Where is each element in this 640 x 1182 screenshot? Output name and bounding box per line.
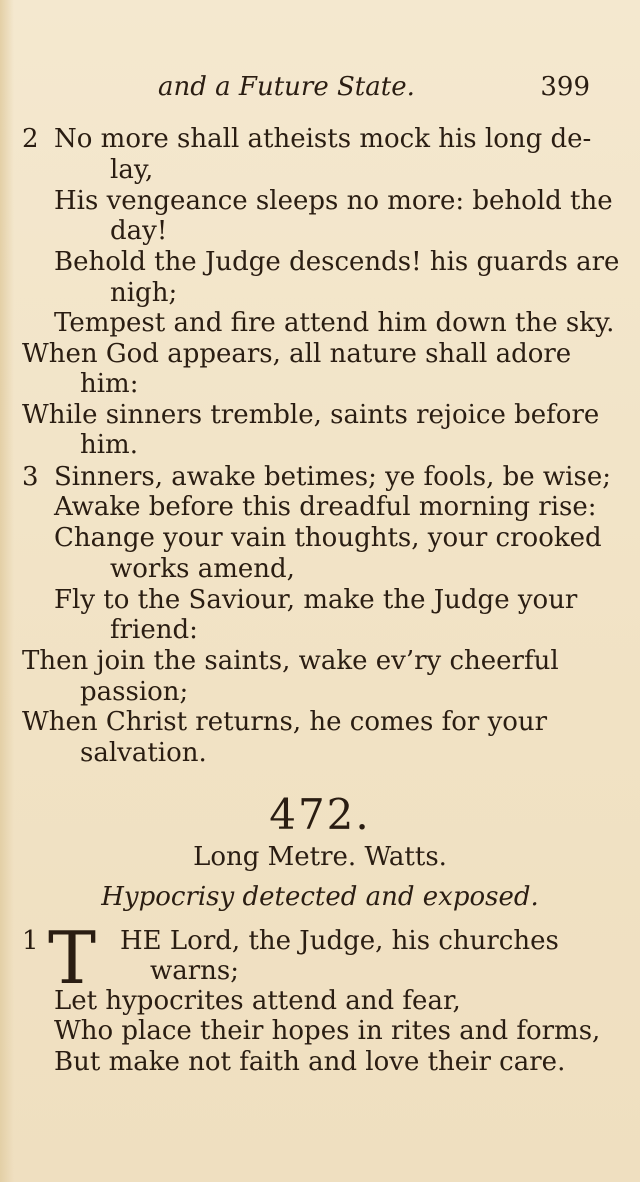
- stanza-number: 1: [22, 926, 39, 956]
- verse-line: But make not faith and love their care.: [54, 1047, 566, 1077]
- verse-line: Awake before this dreadful morning rise:: [54, 492, 597, 522]
- verse-line: nigh;: [110, 278, 178, 308]
- verse-line: Change your vain thoughts, your crooked: [54, 523, 602, 553]
- running-title: and a Future State.: [158, 72, 415, 102]
- verse-line: works amend,: [110, 554, 295, 584]
- verse-line: salvation.: [80, 738, 207, 768]
- stanza-number: 3: [22, 462, 39, 492]
- verse-line: When God appears, all nature shall adore: [22, 339, 572, 369]
- verse-line: Sinners, awake betimes; ye fools, be wise;: [54, 462, 611, 492]
- verse-line: him:: [80, 369, 139, 399]
- verse-line: warns;: [150, 956, 240, 986]
- verse-line: Who place their hopes in rites and forms,: [54, 1016, 601, 1046]
- verse-line: day!: [110, 216, 168, 246]
- page-number: 399: [540, 72, 590, 102]
- verse-line: While sinners tremble, saints rejoice before: [22, 400, 600, 430]
- verse-line: Tempest and fire attend him down the sky.: [54, 308, 615, 338]
- verse-line: His vengeance sleeps no more: behold the: [54, 186, 613, 216]
- verse-line: friend:: [110, 615, 198, 645]
- verse-line: Behold the Judge descends! his guards are: [54, 247, 620, 277]
- verse-line: No more shall atheists mock his long de-: [54, 124, 592, 154]
- stanza-number: 2: [22, 124, 39, 154]
- verse-line: HE Lord, the Judge, his churches: [120, 926, 559, 956]
- hymn-title: Hypocrisy detected and exposed.: [101, 882, 539, 912]
- verse-line: When Christ returns, he comes for your: [22, 707, 548, 737]
- verse-line: passion;: [80, 677, 189, 707]
- hymn-metre: Long Metre. Watts.: [193, 842, 447, 872]
- verse-line: Let hypocrites attend and fear,: [54, 986, 461, 1016]
- verse-line: Fly to the Saviour, make the Judge your: [54, 585, 578, 615]
- drop-cap: T: [48, 916, 97, 1000]
- verse-line: him.: [80, 430, 138, 460]
- verse-line: Then join the saints, wake ev’ry cheerful: [22, 646, 559, 676]
- verse-line: lay,: [110, 155, 154, 185]
- hymn-number: 472.: [269, 790, 371, 839]
